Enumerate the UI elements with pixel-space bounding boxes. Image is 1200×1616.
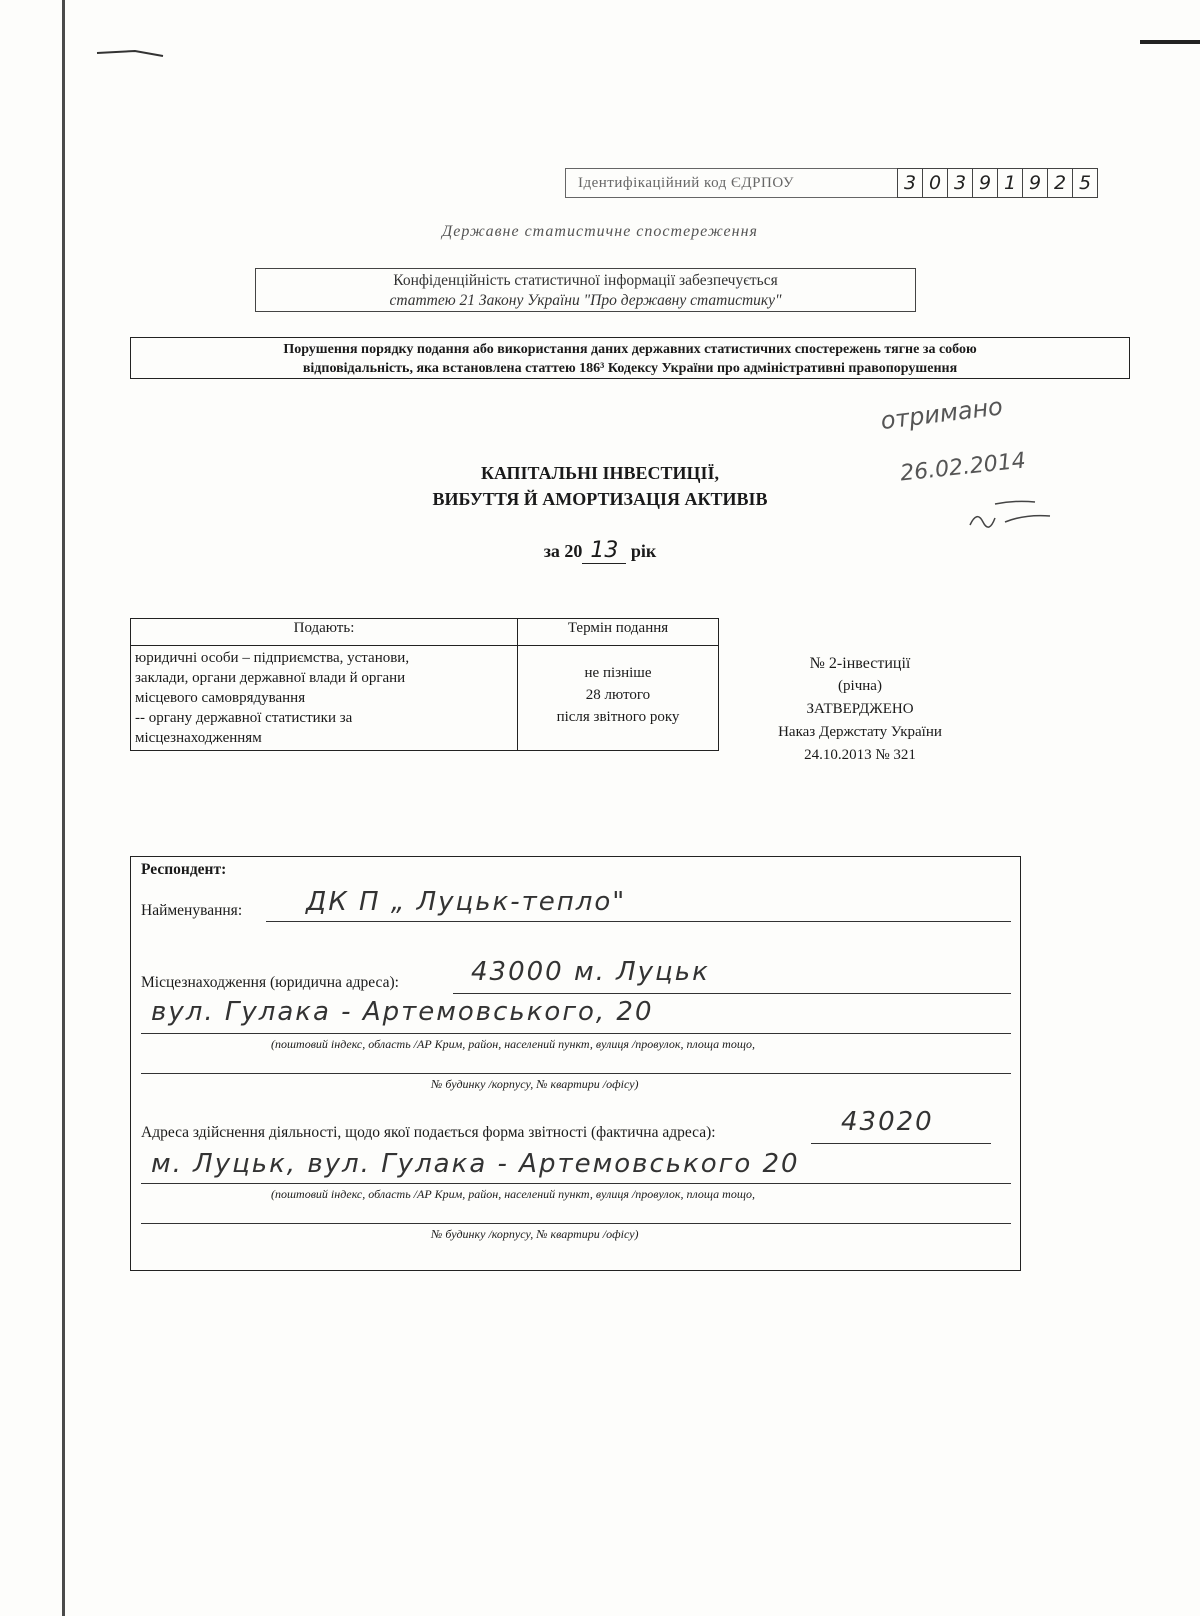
confidentiality-line: Конфіденційність статистичної інформації забезпечується (393, 272, 778, 289)
reporting-period (0, 538, 1200, 564)
pen-stroke-mark (95, 48, 165, 58)
legal-address-label: Місцезнаходження (юридична адреса): (141, 974, 399, 991)
confidentiality-notice (255, 268, 916, 312)
who-line: місцезнаходженням (135, 730, 262, 746)
edrpou-code-box (565, 168, 1098, 198)
period-year-handwritten: 13 (582, 538, 626, 564)
period-prefix: за 20 (543, 541, 583, 561)
header-who: Подають: (131, 619, 518, 646)
when-cell (518, 646, 719, 751)
respondent-box (130, 856, 1021, 1271)
form-approval-info (760, 652, 960, 767)
observation-title: Державне статистичне спостереження (442, 223, 758, 240)
edrpou-digit: 2 (1047, 169, 1072, 197)
when-line: 28 лютого (585, 687, 651, 703)
form-order-date: 24.10.2013 № 321 (804, 747, 916, 763)
actual-address-value-handwritten[interactable]: 43020 (841, 1107, 934, 1137)
violation-line: відповідальність, яка встановлена статтею 186³ Кодексу України про адміністративні правопорушення (302, 361, 958, 376)
legal-address-line-2 (141, 1033, 1011, 1034)
who-line: місцевого самоврядування (135, 690, 306, 706)
edrpou-digits (897, 168, 1098, 198)
actual-address-note: (поштовий індекс, область /АР Крим, район, населений пункт, вулиця /провулок, площа тощо, (271, 1187, 756, 1201)
address-note: № будинку /корпусу, № квартири /офісу) (431, 1077, 639, 1091)
edrpou-digit: 3 (947, 169, 972, 197)
edrpou-digit: 1 (997, 169, 1022, 197)
who-line: -- органу державної статистики за (135, 710, 353, 726)
name-line (266, 921, 1011, 922)
accepted-stamp-word: отримано (879, 392, 1005, 436)
confidentiality-line: статтею 21 Закону України "Про державну статистику" (389, 292, 782, 309)
form-title (0, 460, 1200, 512)
name-label: Найменування: (141, 902, 243, 919)
violation-notice (130, 337, 1130, 379)
legal-address-line-3 (141, 1073, 1011, 1074)
period-suffix: рік (626, 541, 657, 561)
actual-address-line-2 (141, 1183, 1011, 1184)
edrpou-digit: 3 (903, 172, 917, 194)
form-title-line: ВИБУТТЯ Й АМОРТИЗАЦІЯ АКТИВІВ (432, 489, 768, 509)
edrpou-digit: 9 (972, 169, 997, 197)
actual-address-label: Адреса здійснення діяльності, щодо якої подається форма звітності (фактична адреса): (141, 1124, 716, 1141)
edrpou-digit: 9 (1022, 169, 1047, 197)
actual-address-value-handwritten[interactable]: м. Луцьк, вул. Гулака - Артемовського 20 (151, 1149, 800, 1179)
actual-address-line (811, 1143, 991, 1144)
form-title-line: КАПІТАЛЬНІ ІНВЕСТИЦІЇ, (480, 463, 720, 483)
who-line: юридичні особи – підприємства, установи, (135, 650, 410, 666)
edrpou-digit: 0 (922, 169, 947, 197)
actual-address-note: № будинку /корпусу, № квартири /офісу) (431, 1227, 639, 1241)
legal-address-line (453, 993, 1011, 994)
legal-address-value-handwritten[interactable]: вул. Гулака - Артемовського, 20 (151, 997, 654, 1027)
accepted-stamp-date: 26.02.2014 (899, 448, 1027, 487)
scan-edge-left (62, 0, 65, 1616)
legal-address-value-handwritten[interactable]: 43000 м. Луцьк (471, 957, 710, 987)
form-number: № 2-інвестиції (809, 655, 911, 672)
address-note: (поштовий індекс, область /АР Крим, район, населений пункт, вулиця /провулок, площа тощо, (271, 1037, 756, 1051)
edrpou-label: Ідентифікаційний код ЄДРПОУ (565, 168, 897, 198)
header-when: Термін подання (518, 619, 719, 646)
edrpou-digit: 5 (1072, 169, 1097, 197)
name-value-handwritten[interactable]: ДК П „ Луцьк-тепло" (306, 887, 627, 917)
form-approved: ЗАТВЕРДЖЕНО (806, 701, 914, 717)
actual-address-line-3 (141, 1223, 1011, 1224)
when-line: після звітного року (556, 709, 680, 725)
respondent-heading: Респондент: (141, 861, 227, 878)
who-cell (131, 646, 518, 751)
when-line: не пізніше (584, 665, 652, 681)
form-order: Наказ Держстату України (778, 724, 942, 740)
form-periodicity: (річна) (838, 678, 882, 694)
violation-line: Порушення порядку подання або використання даних державних статистичних спостережень тягне за собою (283, 342, 977, 357)
who-line: заклади, органи державної влади й органи (135, 670, 406, 686)
submission-table (130, 618, 719, 751)
scan-edge-top (1140, 40, 1200, 44)
